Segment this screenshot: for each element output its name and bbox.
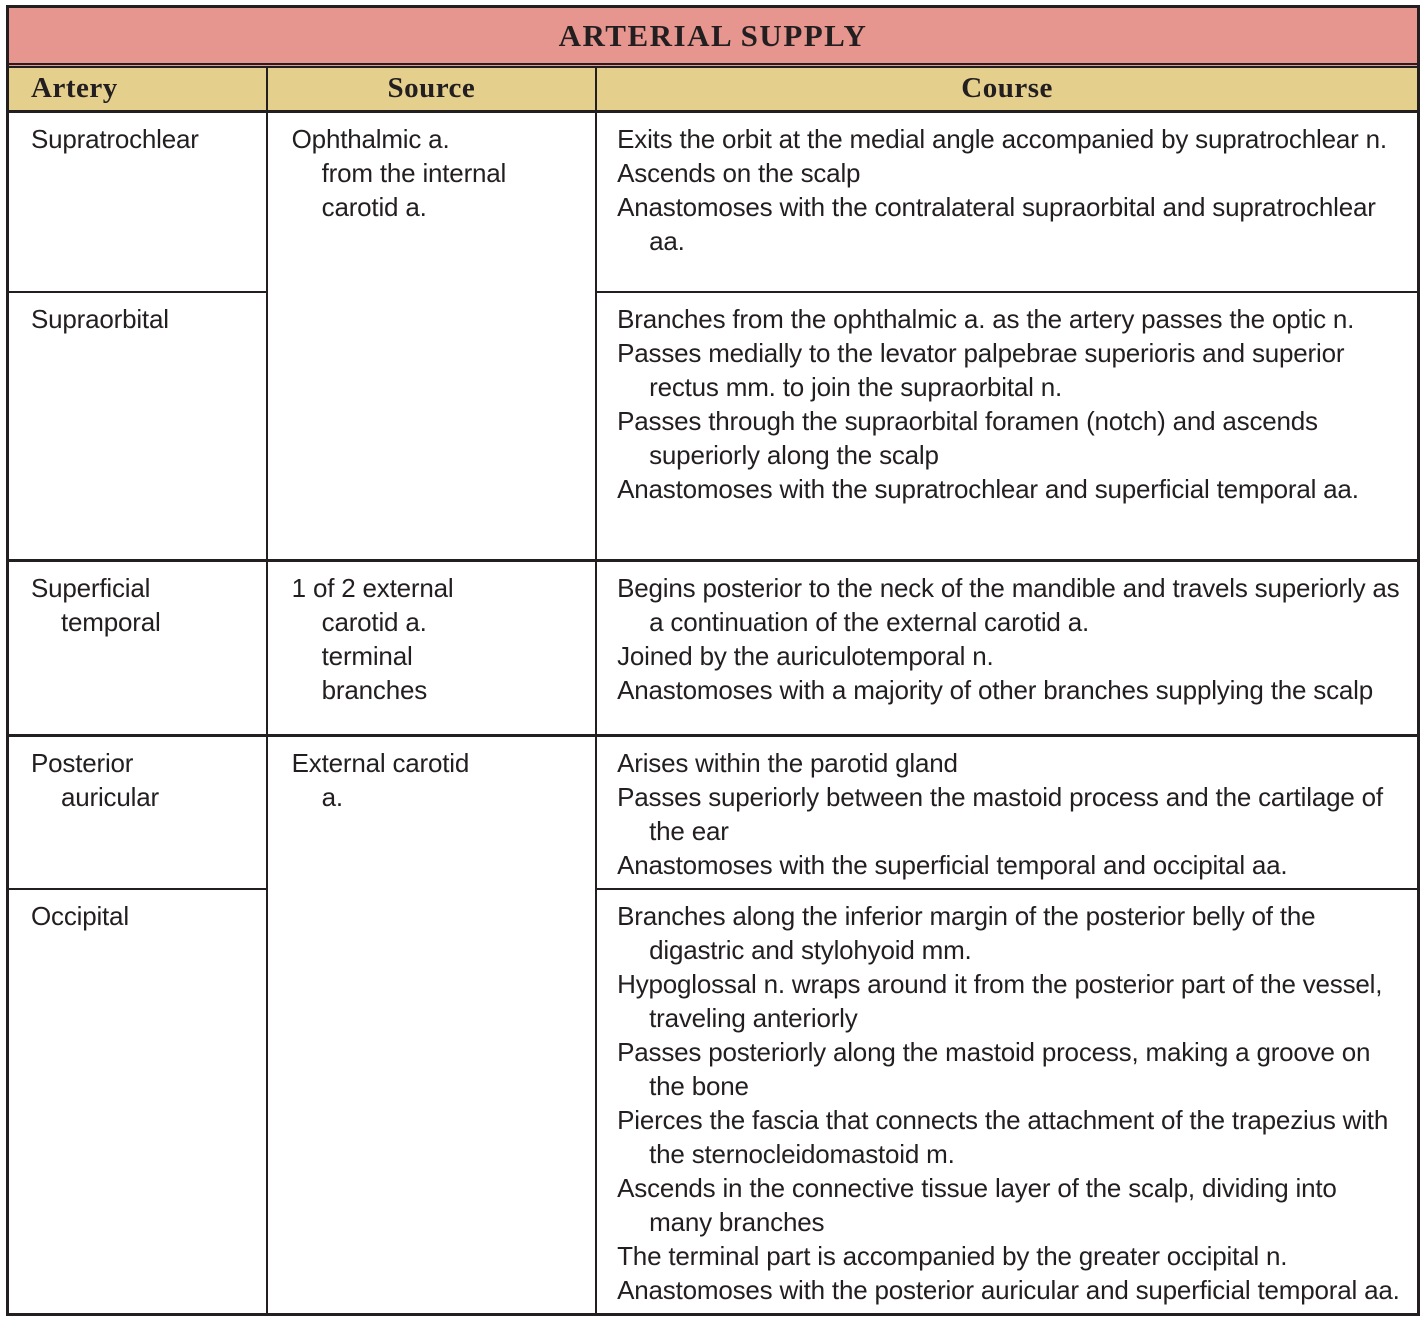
course-line: Ascends on the scalp (617, 158, 861, 188)
source-cell (267, 561, 596, 736)
source-line: branches (321, 675, 428, 705)
source-line: terminal (321, 641, 413, 671)
course-cell (596, 292, 1417, 561)
column-header-course: Course (596, 68, 1417, 112)
course-cell (596, 561, 1417, 736)
artery-cell (9, 112, 267, 292)
course-line: Passes through the supraorbital foramen (notch) and ascends superiorly along the scalp (617, 405, 1318, 470)
artery-name: Superficial (31, 573, 151, 603)
course-line: Anastomoses with a majority of other branches supplying the scalp (617, 675, 1373, 705)
source-line: from the internal (321, 158, 507, 188)
source-cell (267, 112, 596, 561)
course-line: Passes posteriorly along the mastoid process, making a groove on the bone (617, 1037, 1371, 1101)
artery-cell (9, 561, 267, 736)
table-row (9, 561, 1417, 736)
artery-name: Supraorbital (31, 303, 169, 334)
source-line: carotid a. (321, 607, 427, 637)
course-line: Anastomoses with the posterior auricular and superficial temporal aa. (617, 1275, 1400, 1305)
artery-name: Occipital (31, 901, 129, 931)
course-line: Branches from the ophthalmic a. as the artery passes the optic n. (617, 303, 1355, 334)
artery-cell (9, 736, 267, 890)
table-row (9, 292, 1417, 561)
source-line: 1 of 2 external (291, 573, 454, 603)
artery-name: temporal (61, 607, 161, 637)
course-cell (596, 889, 1417, 1313)
course-line: Anastomoses with the contralateral supraorbital and supratrochlear aa. (617, 192, 1376, 256)
course-line: Anastomoses with the superficial temporal and occipital aa. (617, 850, 1288, 880)
arterial-supply-panel (6, 5, 1420, 1316)
artery-name: Supratrochlear (31, 124, 199, 154)
source-cell (267, 736, 596, 1314)
course-line: Arises within the parotid gland (617, 748, 958, 778)
column-header-source: Source (267, 68, 596, 112)
course-line: Exits the orbit at the medial angle accompanied by supratrochlear n. (617, 124, 1387, 154)
arterial-supply-table (9, 68, 1417, 1313)
course-line: Hypoglossal n. wraps around it from the posterior part of the vessel, traveling anteriorly (617, 969, 1383, 1033)
artery-cell (9, 889, 267, 1313)
table-row (9, 736, 1417, 890)
table-row (9, 112, 1417, 292)
source-line: a. (321, 782, 343, 812)
table-row (9, 889, 1417, 1313)
artery-name: Posterior (31, 748, 134, 778)
course-line: The terminal part is accompanied by the greater occipital n. (617, 1241, 1288, 1271)
course-line: Begins posterior to the neck of the mandible and travels superiorly as a continuation of the external carotid a. (617, 573, 1400, 637)
source-line: Ophthalmic a. (291, 124, 450, 154)
table-header-row (9, 68, 1417, 112)
course-line: Anastomoses with the supratrochlear and superficial temporal aa. (617, 473, 1359, 504)
course-cell (596, 736, 1417, 890)
course-line: Branches along the inferior margin of the posterior belly of the digastric and stylohyoid mm. (617, 901, 1316, 965)
artery-name: auricular (61, 782, 159, 812)
table-title: ARTERIAL SUPPLY (9, 8, 1417, 68)
source-line: External carotid (291, 748, 470, 778)
column-header-artery: Artery (9, 68, 267, 112)
course-line: Ascends in the connective tissue layer of the scalp, dividing into many branches (617, 1173, 1337, 1237)
course-line: Passes superiorly between the mastoid process and the cartilage of the ear (617, 782, 1383, 846)
course-cell (596, 112, 1417, 292)
source-line: carotid a. (321, 192, 427, 222)
course-line: Passes medially to the levator palpebrae superioris and superior rectus mm. to join the supraorbital n. (617, 337, 1345, 402)
artery-cell (9, 292, 267, 561)
course-line: Joined by the auriculotemporal n. (617, 641, 994, 671)
course-line: Pierces the fascia that connects the attachment of the trapezius with the sternocleidomastoid m. (617, 1105, 1389, 1169)
